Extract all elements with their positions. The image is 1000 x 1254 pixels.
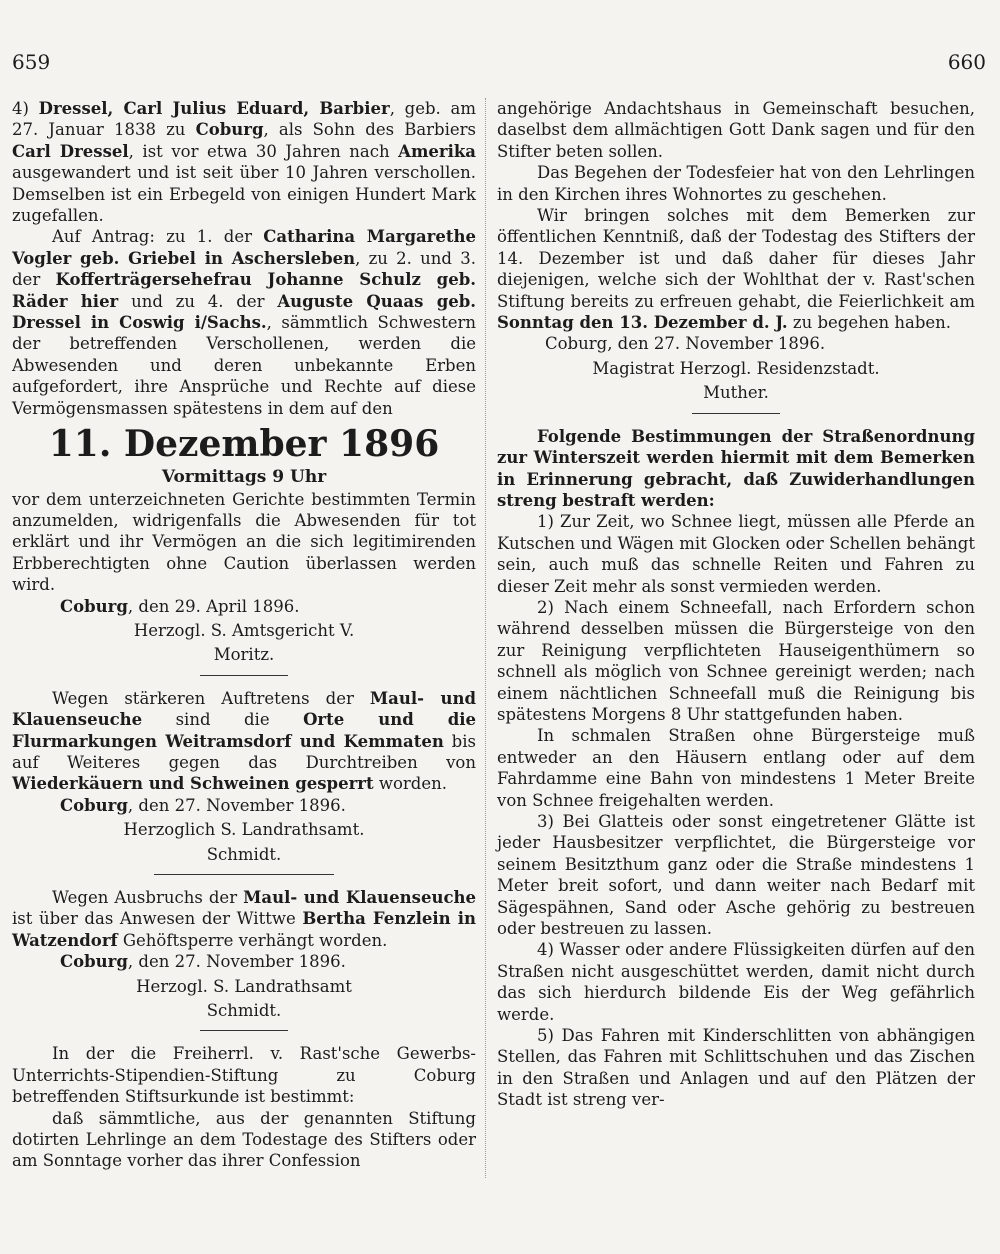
petitioner-1: Catharina Margarethe Vogler geb. Griebel in Aschersleben	[12, 227, 476, 268]
notice-text: sind die	[175, 710, 270, 730]
rule-3: 3) Bei Glatteis oder sonst eingetretener Glätte ist jeder Hausbesitzer verpflichtet, die Bürgersteige vor seinem Besitzthum ganz oder die Straße mindestens 1 Meter breit sofort, und dann weiter nach Bedarf mit Sägespähnen, Sand oder Asche gehörig zu bestreuen oder bestreuen zu lassen.	[497, 812, 975, 939]
right-column	[497, 98, 975, 1111]
stiftung-continuation: angehörige Andachtshaus in Gemeinschaft besuchen, daselbst dem allmächtigen Gott Dank sagen und für den Stifter beten sollen.	[497, 99, 975, 161]
dateline-3	[60, 951, 476, 972]
dateline-4: Coburg, den 27. November 1896.	[545, 334, 826, 354]
page-number-left: 659	[12, 50, 51, 74]
dateline-date: , den 27. November 1896.	[127, 795, 346, 815]
separator	[200, 675, 288, 676]
notice-text: Wegen Ausbruchs der	[52, 888, 238, 907]
notice-seuche-1	[12, 688, 476, 795]
authority-2: Herzoglich S. Landrathsamt.	[123, 820, 365, 840]
notice-text: , geb. am 27. Januar 1838 zu	[12, 99, 477, 140]
petition-text: Auf Antrag: zu 1. der	[52, 227, 252, 247]
rule-2: 2) Nach einem Schneefall, nach Erfordern schon während desselben müssen die Bürgersteige von den zur Reinigung verpflichteten Hauseigenthümern so schnell als möglich von Schnee gereinigt werden; nach einem nächtlichen Schneefall muß die Reinigung bis spätestens Morgens 8 Uhr stattgefunden haben.	[497, 597, 975, 724]
item-number: 4)	[12, 99, 29, 118]
notice-text: , ist vor etwa 30 Jahren nach	[128, 141, 390, 161]
rule-1: 1) Zur Zeit, wo Schnee liegt, müssen alle Pferde an Kutschen und Wägen mit Glocken oder Schellen behängt sein, auch muß das schnelle Reiten und Fahren zu dieser Zeit mehr als sonst vermieden werden.	[497, 512, 975, 596]
rule-5: 5) Das Fahren mit Kinderschlitten von abhängigen Stellen, das Fahren mit Schlittschuhen und das Zischen in den Straßen und Anlagen und auf den Plätzen der Stadt ist streng ver-	[497, 1026, 975, 1110]
dateline-2	[60, 795, 476, 816]
authority-4: Magistrat Herzogl. Residenzstadt.	[592, 358, 880, 378]
todesfeier-paragraph: Das Begehen der Todesfeier hat von den Lehrlingen in den Kirchen ihres Wohnortes zu geschehen.	[497, 163, 975, 204]
petition-text: und zu 4. der	[131, 291, 265, 311]
petition-text: , zu 2. und 3. der	[12, 248, 476, 290]
signer-1: Moritz.	[213, 645, 275, 665]
notice-text: bis auf Weiteres gegen das Durchtreiben von	[12, 731, 476, 772]
notice-4	[12, 98, 476, 226]
rule-2b: In schmalen Straßen ohne Bürgersteige muß entweder an den Häusern entlang oder auf dem Fahrdamme eine Bahn von mindestens 1 Meter Breite von Schnee freigehalten werden.	[497, 726, 975, 810]
signer-4: Muther.	[703, 383, 769, 403]
disease-name: Maul- und Klauenseuche	[243, 888, 476, 907]
dateline-city: Coburg	[60, 795, 128, 815]
notice-text: ausgewandert und ist seit über 10 Jahren verschollen. Demselben ist ein Erbegeld von einigen Hundert Mark zugefallen.	[12, 163, 476, 226]
separator	[692, 413, 780, 414]
dateline-date: , den 29. April 1896.	[127, 596, 300, 616]
deadline-time: Vormittags 9 Uhr	[161, 467, 327, 488]
notice-text: Wegen stärkeren Auftretens der	[52, 688, 354, 708]
column-divider	[485, 98, 486, 1178]
notice-text: Gehöftsperre verhängt worden.	[122, 930, 388, 950]
notice-text: ist über das Anwesen der Wittwe	[12, 909, 296, 929]
page-number-right: 660	[947, 50, 986, 74]
affected-places: Orte und die Flurmarkungen Weitramsdorf und Kemmaten	[12, 710, 476, 751]
separator	[200, 1030, 288, 1031]
city-name: Coburg	[195, 120, 264, 140]
signer-2: Schmidt.	[206, 844, 282, 864]
dateline-date: , den 27. November 1896.	[127, 952, 346, 972]
petition-text: , sämmtlich Schwestern der betreffenden Verschollenen, werden die Abwesenden und deren unbekannte Erben aufgefordert, ihre Ansprüche und Rechte auf diese Vermögensmassen spätestens in dem auf den	[12, 313, 476, 418]
termin-paragraph: vor dem unterzeichneten Gerichte bestimmten Termin anzumelden, widrigenfalls die Abwesenden für tot erklärt und ihr Vermögen an die sich legitimirenden Erbberechtigten ohne Caution überlassen werden wird.	[12, 489, 476, 595]
left-column	[12, 98, 476, 1172]
father-name: Carl Dressel	[12, 141, 129, 161]
announcement-paragraph	[497, 205, 975, 333]
petitioner-3: Auguste Quaas geb. Dressel in Coswig i/Sachs.	[12, 291, 477, 333]
dateline-city: Coburg	[60, 952, 128, 972]
petitioner-2: Kofferträgersehefrau Johanne Schulz geb. Räder hier	[12, 270, 476, 311]
authority-3: Herzogl. S. Landrathsamt	[136, 976, 352, 996]
stiftung-paragraph: In der die Freiherrl. v. Rast'sche Gewerbs-Unterrichts-Stipendien-Stiftung zu Coburg betreffenden Stiftsurkunde ist bestimmt:	[12, 1044, 476, 1107]
authority-1: Herzogl. S. Amtsgericht V.	[133, 620, 355, 640]
country-name: Amerika	[398, 141, 476, 161]
stiftung-quote: daß sämmtliche, aus der genannten Stiftung dotirten Lehrlinge an dem Todestage des Stifters oder am Sonntage vorher das ihrer Confession	[12, 1108, 476, 1171]
petition-paragraph	[12, 226, 476, 419]
affected-owner: Bertha Fenzlein in Watzendorf	[12, 909, 476, 950]
banned-animals: Wiederkäuern und Schweinen gesperrt	[12, 774, 374, 794]
deadline-date: 11. Dezember 1896	[48, 423, 440, 466]
announcement-text: zu begehen haben.	[792, 313, 952, 333]
notice-text: worden.	[378, 774, 447, 794]
strassenordnung-heading: Folgende Bestimmungen der Straßenordnung zur Winterszeit werden hiermit mit dem Bemerken in Erinnerung gebracht, daß Zuwiderhandlungen streng bestraft werden:	[497, 426, 975, 510]
announcement-text: Wir bringen solches mit dem Bemerken zur öffentlichen Kenntniß, daß der Todestag des Stifters der 14. Dezember ist und daß daher für dieses Jahr diejenigen, welche sich der Wohlthat der v. Rast'schen Stiftung bereits zu erfreuen gehabt, die Feierlichkeit am	[497, 206, 975, 311]
separator	[154, 874, 334, 875]
rule-4: 4) Wasser oder andere Flüssigkeiten dürfen auf den Straßen nicht ausgeschüttet werden, damit nicht durch das sich hierdurch bildende Eis der Weg gefährlich werde.	[497, 940, 975, 1024]
dateline-city: Coburg	[60, 596, 128, 616]
disease-name: Maul- und Klauenseuche	[12, 688, 476, 730]
signer-3: Schmidt.	[206, 1001, 282, 1021]
notice-text: , als Sohn des Barbiers	[263, 120, 477, 140]
missing-person-name: Dressel, Carl Julius Eduard, Barbier	[38, 99, 390, 118]
notice-seuche-2	[12, 887, 476, 951]
dateline-1	[60, 596, 476, 617]
celebration-date: Sonntag den 13. Dezember d. J.	[497, 313, 788, 333]
